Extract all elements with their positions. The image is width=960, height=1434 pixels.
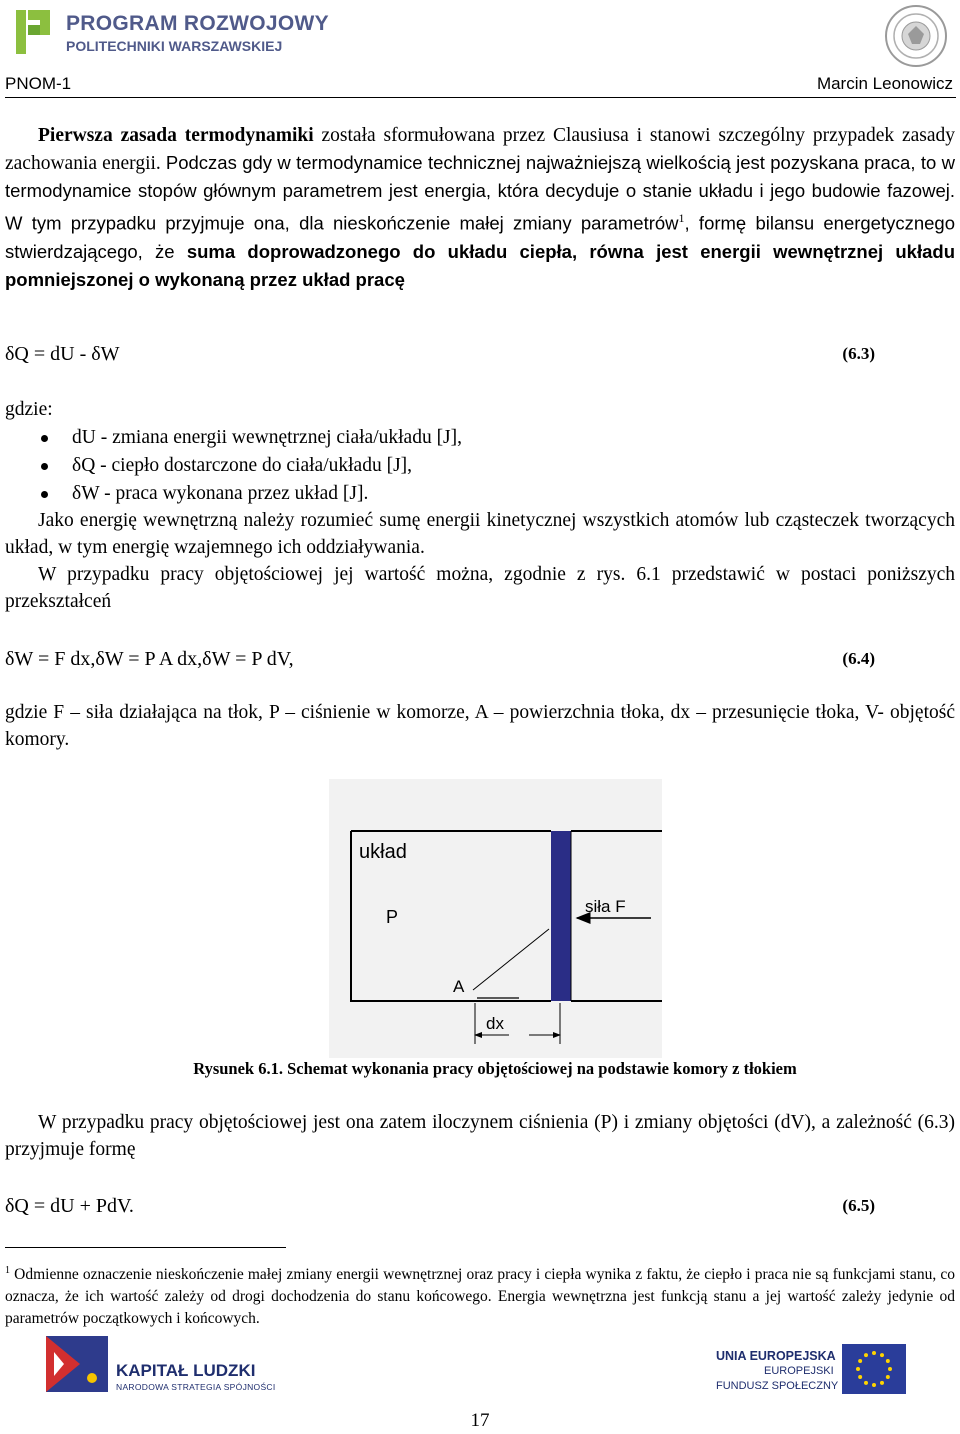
symbol-list [5,424,462,508]
equation-number: (6.5) [842,1196,875,1215]
footnote-divider [5,1247,286,1248]
label-force: siła F [585,897,626,916]
eu-star-icon [886,1359,890,1363]
eu-line2: EUROPEJSKI [764,1365,834,1377]
eu-line1: UNIA EUROPEJSKA [716,1349,836,1363]
page-number: 17 [470,1410,490,1431]
paragraph-conclusion: W przypadku pracy objętościowej jest ona zatem iloczynem ciśnienia (P) i zmiany objętości (dV), a zależność (6.3) przyjmuje formę [5,1112,955,1160]
university-seal-icon [884,4,948,68]
paragraph-text-sans: , formę bilansu energetycznego stwierdzającego, że [5,212,956,262]
gdzie-label: gdzie: [5,399,53,420]
program-title: PROGRAM ROZWOJOWY [66,12,329,35]
eu-star-icon [886,1375,890,1379]
eu-line3: FUNDUSZ SPOŁECZNY [716,1380,839,1392]
paragraph-first-law [5,122,955,294]
paragraph-symbols: gdzie F – siła działająca na tłok, P – ciśnienie w komorze, A – powierzchnia tłoka, dx – przesunięcie tłoka, V- objętość komory. [5,702,955,750]
eu-flag-icon [842,1344,906,1394]
header-divider [5,97,956,98]
eu-star-icon [888,1367,892,1371]
figure-caption: Rysunek 6.1. Schemat wykonania pracy objętościowej na podstawie komory z tłokiem [193,1059,797,1078]
piston [551,831,571,1001]
program-subtitle: POLITECHNIKI WARSZAWSKIEJ [66,38,283,54]
label-dx: dx [486,1014,504,1033]
list-item: dU - zmiana energii wewnętrznej ciała/układu [J], [5,424,462,452]
author-name: Marcin Leonowicz [816,74,953,93]
paragraph-text-sans: Podczas gdy w termodynamice technicznej najważniejszą wielkością jest pozyskana praca, to w termodynamice stopów głównym parametrem jest energia, która decyduje o stanie układu i jego budowie fazowej. W tym przypadku przyjmuje ona, dla nieskończenie małej zmiany parametrów [5,152,955,234]
kl-title: KAPITAŁ LUDZKI [116,1361,256,1380]
eu-star-icon [864,1381,868,1385]
equation-6-5: δQ = dU + PdV. [5,1195,134,1217]
footnote-ref: 1 [678,211,685,225]
equation-6-3: δQ = dU - δW [5,343,120,365]
program-logo-icon [14,6,56,58]
footnote-text: Odmienne oznaczenie nieskończenie małej zmiany energii wewnętrznej oraz pracy i ciepła wynika z faktu, że ciepło i praca nie są funkcjami stanu, co oznacza, że ich wartość zależy od drogi dochodzenia do stanu końcowego. Energia wewnętrzna jest funkcją stanu a jej wartość zależy jedynie od parametrów początkowych i końcowych. [5,1266,955,1328]
course-code: PNOM-1 [5,74,72,93]
eu-star-icon [880,1353,884,1357]
label-pressure: P [386,907,399,927]
eu-star-icon [864,1353,868,1357]
list-item: δQ - ciepło dostarczone do ciała/układu [J], [5,452,462,480]
eu-star-icon [858,1375,862,1379]
eu-star-icon [872,1383,876,1387]
equation-number: (6.3) [842,344,875,363]
eu-star-icon [856,1367,860,1371]
eu-star-icon [872,1351,876,1355]
area-pointer [473,929,549,990]
term-first-law: Pierwsza zasada termodynamiki [38,125,314,146]
footnote-mark: 1 [5,1265,10,1276]
label-area: A [453,977,465,996]
eu-star-icon [880,1381,884,1385]
eu-star-icon [858,1359,862,1363]
footnote [5,1260,955,1330]
label-uklad: układ [359,841,407,863]
equation-6-4: δW = F dx,δW = P A dx,δW = P dV, [5,648,294,670]
equation-number: (6.4) [842,649,875,668]
kapital-ludzki-logo-icon [40,1334,110,1394]
figure-6-1 [329,779,662,1058]
paragraph-volume-work: W przypadku pracy objętościowej jej wartość można, zgodnie z rys. 6.1 przedstawić w postaci poniższych przekształceń [5,564,955,612]
paragraph-text: została sformułowana przez Clausiusa i stanowi szczególny przypadek zasady zachowania energii. [5,125,956,174]
law-statement: suma doprowadzonego do układu ciepła, równa jest energii wewnętrznej układu pomniejszonej o wykonaną przez układ pracę [5,240,955,290]
list-item: δW - praca wykonana przez układ [J]. [5,480,462,508]
paragraph-internal-energy: Jako energię wewnętrzną należy rozumieć sumę energii kinetycznej wszystkich atomów lub cząsteczek tworzących układ, w tym energię wzajemnego ich oddziaływania. [5,510,955,558]
kl-subtitle: NARODOWA STRATEGIA SPÓJNOŚCI [116,1382,276,1392]
